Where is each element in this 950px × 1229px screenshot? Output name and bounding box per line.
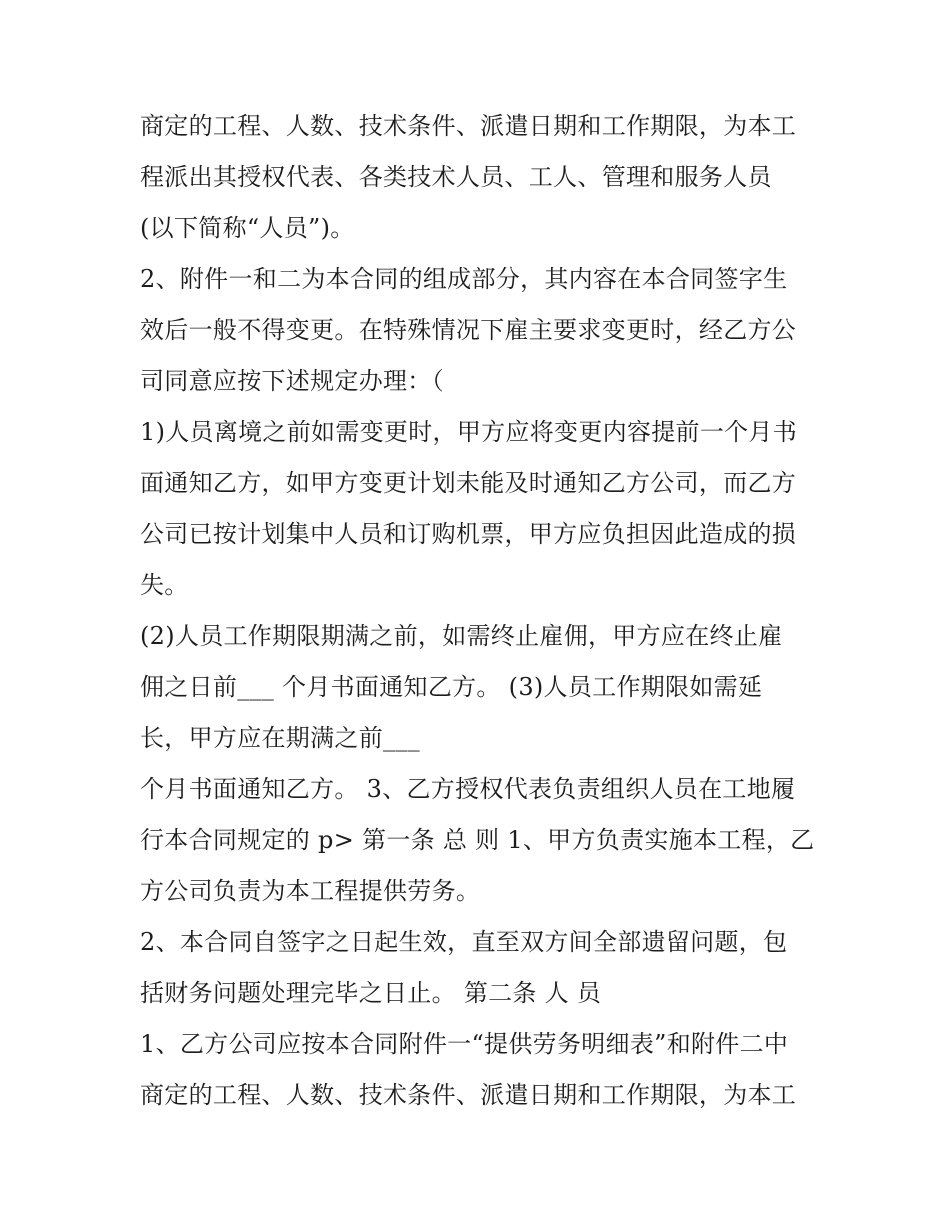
text-line: 2、附件一和二为本合同的组成部分，其内容在本合同签字生 [140, 265, 788, 293]
text-line: 失。 [140, 571, 189, 599]
text-line: 面通知乙方，如甲方变更计划未能及时通知乙方公司，而乙方 [140, 469, 797, 497]
text-line: 方公司负责为本工程提供劳务。 [140, 877, 481, 905]
text-line: 公司已按计划集中人员和订购机票，甲方应负担因此造成的损 [140, 520, 797, 548]
text-line: 佣之日前___ 个月书面通知乙方。 (3)人员工作期限如需延 [140, 673, 763, 701]
text-line: (以下简称“人员”)。 [140, 214, 355, 242]
text-line: 商定的工程、人数、技术条件、派遣日期和工作期限，为本工 [140, 1081, 797, 1109]
text-line: 个月书面通知乙方。 3、乙方授权代表负责组织人员在工地履 [140, 775, 796, 803]
text-line: 1)人员离境之前如需变更时，甲方应将变更内容提前一个月书 [140, 418, 798, 446]
text-line: 效后一般不得变更。在特殊情况下雇主要求变更时，经乙方公 [140, 316, 797, 344]
text-line: (2)人员工作期限期满之前，如需终止雇佣，甲方应在终止雇 [140, 622, 783, 650]
text-line: 司同意应按下述规定办理：（ [140, 367, 444, 395]
text-line: 长，甲方应在期满之前___ [140, 724, 420, 752]
text-line: 程派出其授权代表、各类技术人员、工人、管理和服务人员 [140, 163, 772, 191]
text-line: 1、乙方公司应按本合同附件一“提供劳务明细表”和附件二中 [140, 1030, 789, 1058]
text-line: 2、本合同自签字之日起生效，直至双方间全部遗留问题，包 [140, 928, 788, 956]
text-line: 行本合同规定的 p> 第一条 总 则 1、甲方负责实施本工程，乙 [140, 826, 815, 854]
text-line: 商定的工程、人数、技术条件、派遣日期和工作期限，为本工 [140, 112, 797, 140]
text-line: 括财务问题处理完毕之日止。 第二条 人 员 [140, 979, 602, 1007]
document-body [140, 101, 830, 1121]
